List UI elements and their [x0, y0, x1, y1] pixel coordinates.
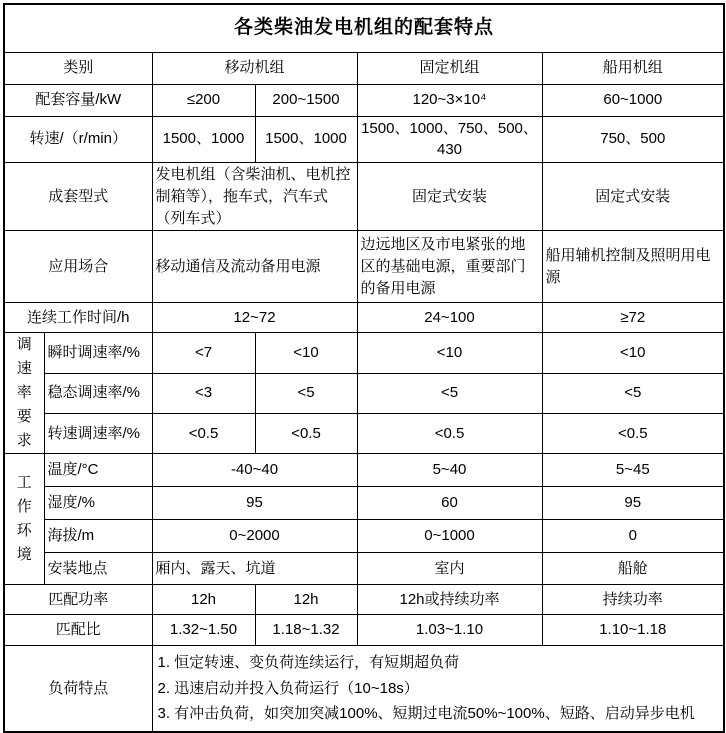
env-location-stationary: 室内	[357, 553, 542, 585]
speedreg-instant-stationary: <10	[357, 333, 542, 373]
capacity-stationary: 120~3×10⁴	[357, 84, 542, 116]
assembly-label: 成套型式	[4, 163, 152, 231]
assembly-mobile: 发电机组（含柴油机、电机控制箱等），拖车式，汽车式（列车式）	[152, 163, 357, 231]
speedreg-rate-stationary: <0.5	[357, 413, 542, 453]
spec-table	[3, 3, 725, 733]
capacity-label: 配套容量/kW	[4, 84, 152, 116]
application-stationary: 边远地区及市电紧张的地区的基础电源，重要部门的备用电源	[357, 231, 542, 303]
speedreg-instant-mobile-b: <10	[255, 333, 357, 373]
env-humidity-label: 湿度/%	[44, 487, 152, 520]
matched-power-label: 匹配功率	[4, 585, 152, 615]
speedreg-instant-mobile-a: <7	[152, 333, 255, 373]
env-temperature-mobile: -40~40	[152, 454, 357, 487]
match-ratio-label: 匹配比	[4, 615, 152, 646]
header-marine-unit: 船用机组	[542, 52, 724, 84]
title-row	[4, 4, 724, 52]
speed-mobile-a: 1500、1000	[152, 116, 255, 163]
speedreg-rate-mobile-b: <0.5	[255, 413, 357, 453]
env-location-marine: 船舱	[542, 553, 724, 585]
capacity-marine: 60~1000	[542, 84, 724, 116]
worktime-stationary: 24~100	[357, 303, 542, 333]
match-ratio-mobile-b: 1.18~1.32	[255, 615, 357, 646]
speed-label: 转速/（r/min）	[4, 116, 152, 163]
header-category: 类别	[4, 52, 152, 84]
row-worktime	[4, 303, 724, 333]
load-traits-notes	[152, 646, 724, 732]
application-mobile: 移动通信及流动备用电源	[152, 231, 357, 303]
row-match-ratio	[4, 615, 724, 646]
load-traits-label: 负荷特点	[4, 646, 152, 732]
row-load-traits	[4, 646, 724, 732]
row-speed	[4, 116, 724, 163]
row-env-temperature	[4, 454, 724, 487]
header-row	[4, 52, 724, 84]
env-temperature-label: 温度/°C	[44, 454, 152, 487]
row-matched-power	[4, 585, 724, 615]
assembly-stationary: 固定式安装	[357, 163, 542, 231]
load-traits-line-1: 1. 恒定转速、变负荷连续运行，有短期超负荷	[157, 654, 460, 672]
matched-power-marine: 持续功率	[542, 585, 724, 615]
header-stationary-unit: 固定机组	[357, 52, 542, 84]
speedreg-group-label: 调速率要求	[4, 333, 44, 454]
load-traits-line-2: 2. 迅速启动并投入负荷运行（10~18s）	[157, 679, 419, 697]
speedreg-steady-label: 稳态调速率/%	[44, 373, 152, 413]
speedreg-rate-marine: <0.5	[542, 413, 724, 453]
row-assembly	[4, 163, 724, 231]
application-marine: 船用辅机控制及照明用电源	[542, 231, 724, 303]
header-mobile-unit: 移动机组	[152, 52, 357, 84]
match-ratio-mobile-a: 1.32~1.50	[152, 615, 255, 646]
speedreg-rate-mobile-a: <0.5	[152, 413, 255, 453]
speed-mobile-b: 1500、1000	[255, 116, 357, 163]
row-env-altitude	[4, 520, 724, 553]
matched-power-stationary: 12h或持续功率	[357, 585, 542, 615]
application-label: 应用场合	[4, 231, 152, 303]
matched-power-mobile-a: 12h	[152, 585, 255, 615]
env-altitude-mobile: 0~2000	[152, 520, 357, 553]
row-capacity	[4, 84, 724, 116]
row-speedreg-steady	[4, 373, 724, 413]
row-env-humidity	[4, 487, 724, 520]
speedreg-steady-stationary: <5	[357, 373, 542, 413]
row-env-location	[4, 553, 724, 585]
env-location-label: 安装地点	[44, 553, 152, 585]
environment-group-label: 工作环境	[4, 454, 44, 585]
env-humidity-mobile: 95	[152, 487, 357, 520]
env-temperature-stationary: 5~40	[357, 454, 542, 487]
capacity-mobile-a: ≤200	[152, 84, 255, 116]
speedreg-instant-marine: <10	[542, 333, 724, 373]
load-traits-line-3: 3. 有冲击负荷，如突加突减100%、短期过电流50%~100%、短路、启动异步电机	[157, 705, 695, 723]
env-temperature-marine: 5~45	[542, 454, 724, 487]
env-altitude-stationary: 0~1000	[357, 520, 542, 553]
table-title: 各类柴油发电机组的配套特点	[4, 4, 724, 52]
speedreg-steady-mobile-a: <3	[152, 373, 255, 413]
speedreg-rate-label: 转速调速率/%	[44, 413, 152, 453]
speed-marine: 750、500	[542, 116, 724, 163]
speedreg-instant-label: 瞬时调速率/%	[44, 333, 152, 373]
match-ratio-marine: 1.10~1.18	[542, 615, 724, 646]
capacity-mobile-b: 200~1500	[255, 84, 357, 116]
row-application	[4, 231, 724, 303]
env-altitude-marine: 0	[542, 520, 724, 553]
match-ratio-stationary: 1.03~1.10	[357, 615, 542, 646]
env-altitude-label: 海拔/m	[44, 520, 152, 553]
speedreg-steady-marine: <5	[542, 373, 724, 413]
row-speedreg-instant	[4, 333, 724, 373]
env-humidity-marine: 95	[542, 487, 724, 520]
worktime-marine: ≥72	[542, 303, 724, 333]
worktime-mobile: 12~72	[152, 303, 357, 333]
speed-stationary: 1500、1000、750、500、430	[357, 116, 542, 163]
speedreg-steady-mobile-b: <5	[255, 373, 357, 413]
assembly-marine: 固定式安装	[542, 163, 724, 231]
worktime-label: 连续工作时间/h	[4, 303, 152, 333]
env-location-mobile: 厢内、露天、坑道	[152, 553, 357, 585]
env-humidity-stationary: 60	[357, 487, 542, 520]
row-speedreg-rate	[4, 413, 724, 453]
matched-power-mobile-b: 12h	[255, 585, 357, 615]
